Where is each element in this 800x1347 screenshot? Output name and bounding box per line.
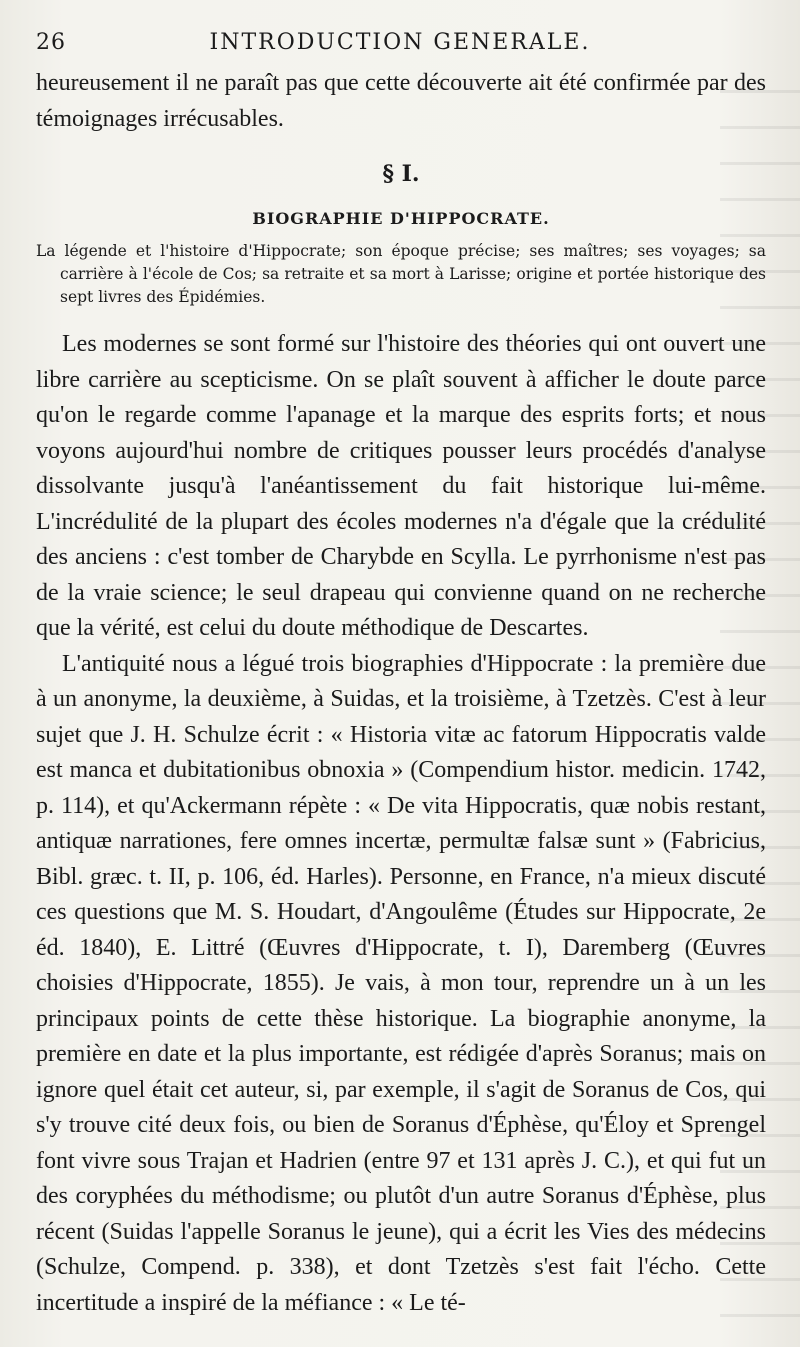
section-summary: La légende et l'histoire d'Hippocrate; son époque précise; ses maîtres; ses voyages; sa carrière à l'école de Cos; sa retraite et sa mort à Larisse; origine et portée historique des sept livres des Épidémies. [36,242,766,306]
body-text [36,327,766,1321]
paragraph: Les modernes se sont formé sur l'histoire des théories qui ont ouvert une libre carrière au scepticisme. On se plaît souvent à afficher le doute parce qu'on le regarde comme l'apanage et la marque des esprits forts; et nous voyons aujourd'hui nombre de critiques pousser leurs procédés d'analyse dissolvante jusqu'à l'anéantissement du fait historique lui-même. L'incrédulité de la plupart des écoles modernes n'a d'égale que la crédulité des anciens : c'est tomber de Charybde en Scylla. Le pyrrhonisme n'est pas de la vraie science; le seul drapeau qui convienne quand on ne recherche que la vérité, est celui du doute méthodique de Descartes. [36,331,766,641]
page-content [36,66,766,1321]
page-number: 26 [36,30,66,55]
intro-paragraph: heureusement il ne paraît pas que cette découverte ait été confirmée par des témoignages irrécusables. [36,70,766,132]
section-title: BIOGRAPHIE D'HIPPOCRATE. [252,209,550,228]
running-title: INTRODUCTION GENERALE. [209,30,591,55]
page-header [36,30,764,60]
section-mark: § I. [382,161,420,187]
paragraph: L'antiquité nous a légué trois biographies d'Hippocrate : la première due à un anonyme, la deuxième, à Suidas, et la troisième, à Tzetzès. C'est à leur sujet que J. H. Schulze écrit : « Historia vitæ ac fatorum Hippocratis valde est manca et dubitationibus obnoxia » (Compendium histor. medicin. 1742, p. 114), et qu'Ackermann répète : « De vita Hippocratis, quæ nobis restant, antiquæ narrationes, fere omnes incertæ, permultæ falsæ sunt » (Fabricius, Bibl. græc. t. II, p. 106, éd. Harles). Personne, en France, n'a mieux discuté ces questions que M. S. Houdart, d'Angoulême (Études sur Hippocrate, 2e éd. 1840), E. Littré (Œuvres d'Hippocrate, t. I), Daremberg (Œuvres choisies d'Hippocrate, 1855). Je vais, à mon tour, reprendre un à un les principaux points de cette thèse historique. La biographie anonyme, la première en date et la plus importante, est rédigée d'après Soranus; mais on ignore quel était cet auteur, si, par exemple, il s'agit de Soranus de Cos, qui s'y trouve cité deux fois, ou bien de Soranus d'Éphèse, qu'Éloy et Sprengel font vivre sous Trajan et Hadrien (entre 97 et 131 après J. C.), et qui fut un des coryphées du méthodisme; ou plutôt d'un autre Soranus d'Éphèse, plus récent (Suidas l'appelle Soranus le jeune), qui a écrit les Vies des médecins (Schulze, Compend. p. 338), et dont Tzetzès s'est fait l'écho. Cette incertitude a inspiré de la méfiance : « Le té- [36,650,766,1316]
